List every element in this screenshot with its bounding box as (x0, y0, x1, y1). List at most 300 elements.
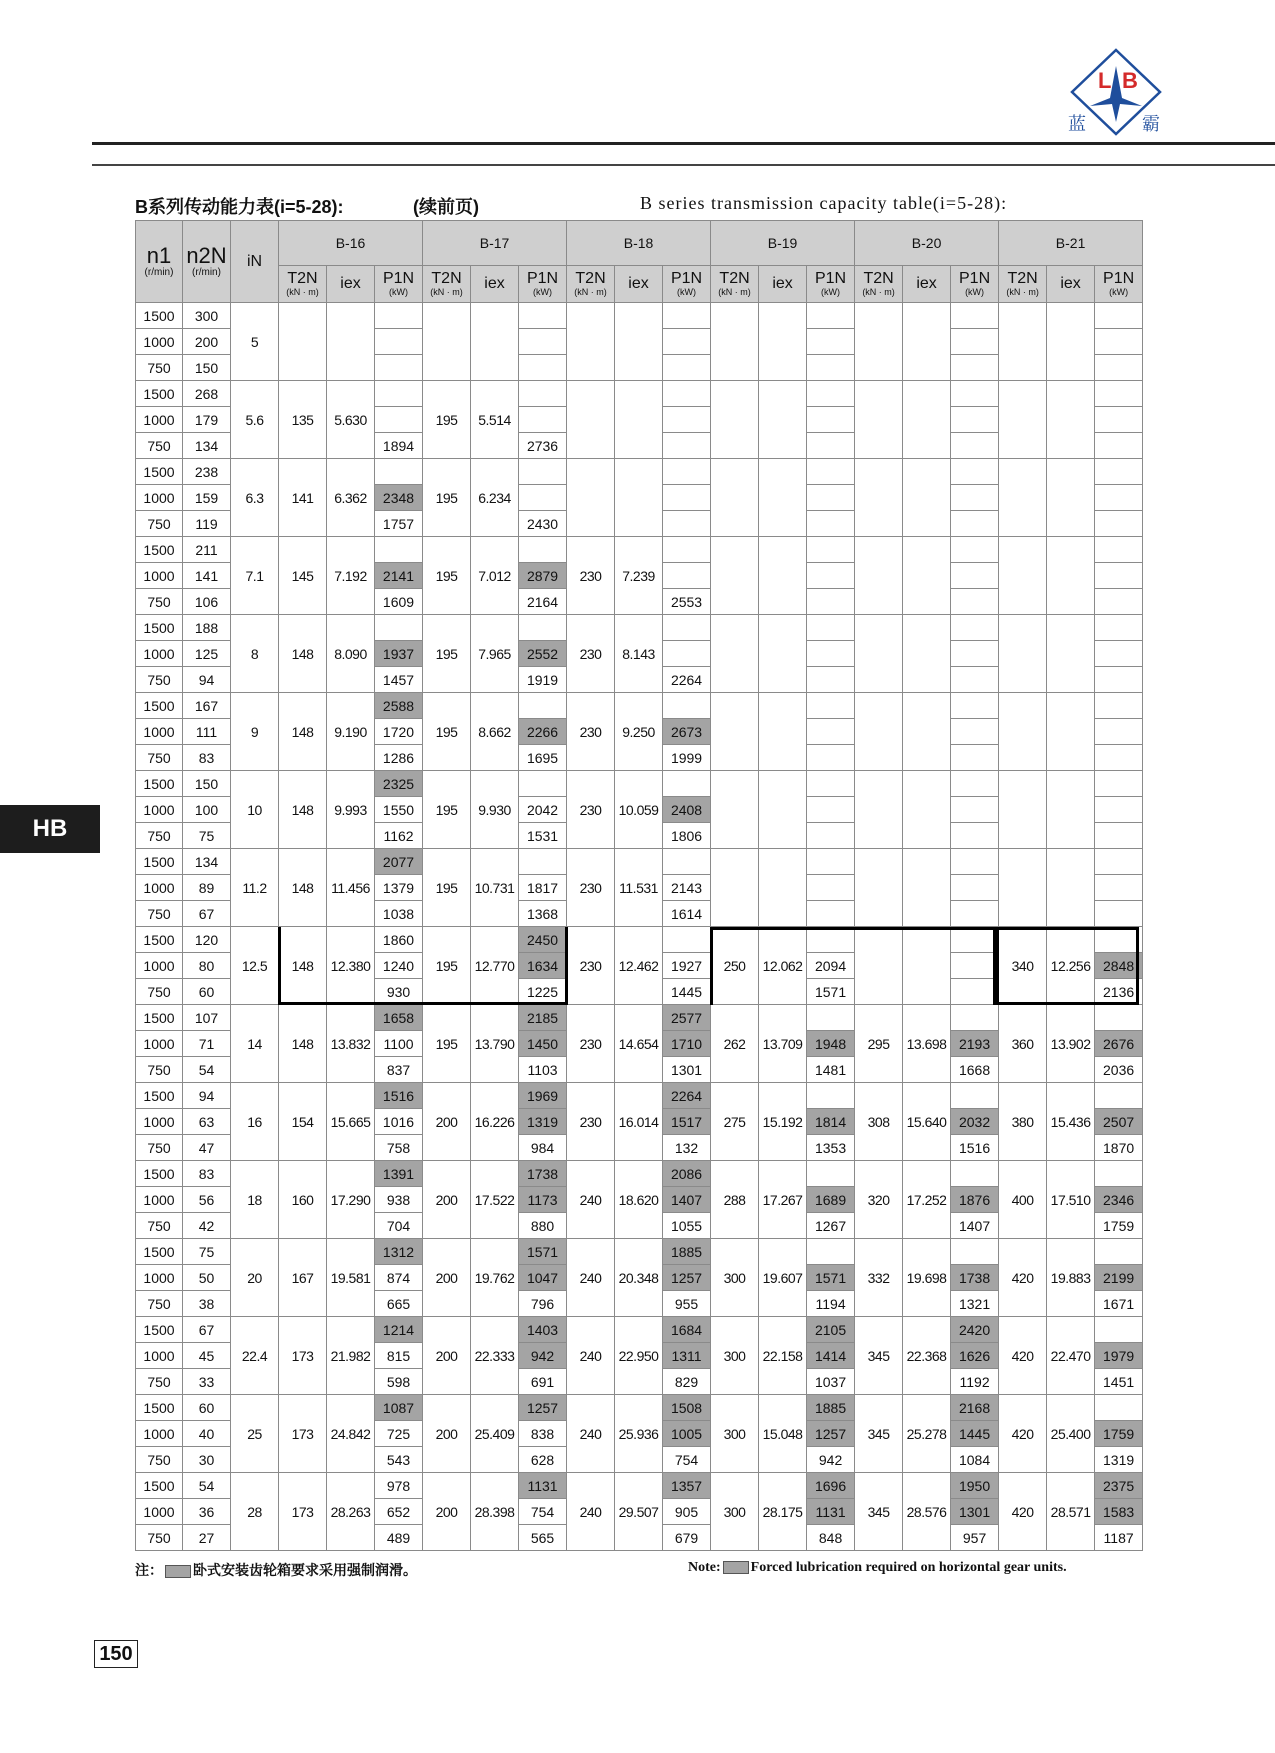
cell-p1n (1095, 641, 1143, 667)
cell-p1n (1095, 1161, 1143, 1187)
cell-iex: 13.902 (1047, 1005, 1095, 1083)
cell-p1n: 2325 (375, 771, 423, 797)
cell-iex: 25.409 (471, 1395, 519, 1473)
cell-p1n: 2375 (1095, 1473, 1143, 1499)
cell-p1n (1095, 823, 1143, 849)
cell-in: 7.1 (231, 537, 279, 615)
cell-p1n: 1969 (519, 1083, 567, 1109)
cell-p1n: 978 (375, 1473, 423, 1499)
cell-p1n (375, 537, 423, 563)
cell-iex (903, 771, 951, 849)
cell-n2n: 134 (183, 849, 231, 875)
cell-t2n (711, 459, 759, 537)
cell-iex (759, 615, 807, 693)
cell-iex: 21.982 (327, 1317, 375, 1395)
cell-p1n: 679 (663, 1525, 711, 1551)
cell-iex (759, 771, 807, 849)
cell-iex: 22.950 (615, 1317, 663, 1395)
cell-in: 14 (231, 1005, 279, 1083)
cell-p1n: 942 (519, 1343, 567, 1369)
cell-p1n (951, 1161, 999, 1187)
cell-p1n: 1407 (663, 1187, 711, 1213)
cell-iex: 12.380 (327, 927, 375, 1005)
cell-t2n: 195 (423, 615, 471, 693)
cell-p1n: 754 (519, 1499, 567, 1525)
cell-p1n (1095, 459, 1143, 485)
cell-iex: 10.731 (471, 849, 519, 927)
cell-p1n: 1379 (375, 875, 423, 901)
cell-p1n: 1257 (663, 1265, 711, 1291)
title-cn: B系列传动能力表(i=5-28): (135, 197, 344, 217)
cell-t2n (711, 771, 759, 849)
cell-n1: 1500 (136, 771, 183, 797)
cell-n1: 1500 (136, 1395, 183, 1421)
cell-iex: 5.514 (471, 381, 519, 459)
cell-p1n (1095, 563, 1143, 589)
cell-t2n: 345 (855, 1473, 903, 1551)
cell-n2n: 45 (183, 1343, 231, 1369)
cell-t2n: 240 (567, 1473, 615, 1551)
header-p1n: P1N (kW) (663, 266, 711, 303)
cell-p1n (1095, 719, 1143, 745)
cell-p1n (663, 849, 711, 875)
cell-n1: 1000 (136, 485, 183, 511)
cell-n1: 750 (136, 667, 183, 693)
cell-iex: 28.175 (759, 1473, 807, 1551)
cell-p1n: 1671 (1095, 1291, 1143, 1317)
cell-p1n (519, 615, 567, 641)
header-rule-bottom (92, 164, 1275, 166)
cell-n2n: 47 (183, 1135, 231, 1161)
cell-t2n (999, 459, 1047, 537)
cell-iex: 16.014 (615, 1083, 663, 1161)
cell-p1n (951, 1239, 999, 1265)
cell-p1n (1095, 667, 1143, 693)
cell-p1n: 2736 (519, 433, 567, 459)
cell-p1n (375, 407, 423, 433)
cell-in: 16 (231, 1083, 279, 1161)
cell-p1n (663, 771, 711, 797)
cell-p1n (951, 797, 999, 823)
cell-t2n: 195 (423, 693, 471, 771)
cell-iex: 25.278 (903, 1395, 951, 1473)
cell-p1n (519, 355, 567, 381)
cell-n1: 750 (136, 1057, 183, 1083)
cell-p1n: 2077 (375, 849, 423, 875)
cell-p1n: 565 (519, 1525, 567, 1551)
cell-iex (1047, 849, 1095, 927)
cell-t2n: 195 (423, 771, 471, 849)
cell-n2n: 38 (183, 1291, 231, 1317)
table-row (136, 459, 1143, 485)
header-t2n: T2N (kN · m) (279, 266, 327, 303)
cell-p1n: 1038 (375, 901, 423, 927)
cell-n1: 1500 (136, 1239, 183, 1265)
cell-p1n: 2105 (807, 1317, 855, 1343)
cell-iex: 28.398 (471, 1473, 519, 1551)
cell-t2n (711, 303, 759, 381)
cell-p1n: 1445 (951, 1421, 999, 1447)
logo-letter-l: L (1098, 68, 1112, 93)
cell-p1n: 1321 (951, 1291, 999, 1317)
cell-p1n: 1814 (807, 1109, 855, 1135)
cell-p1n: 1710 (663, 1031, 711, 1057)
cell-t2n: 195 (423, 381, 471, 459)
cell-n2n: 300 (183, 303, 231, 329)
cell-iex: 15.665 (327, 1083, 375, 1161)
cell-iex: 9.993 (327, 771, 375, 849)
cell-iex: 19.762 (471, 1239, 519, 1317)
cell-n1: 1000 (136, 641, 183, 667)
cell-iex: 22.333 (471, 1317, 519, 1395)
cell-t2n: 160 (279, 1161, 327, 1239)
cell-n2n: 67 (183, 1317, 231, 1343)
cell-p1n (663, 927, 711, 953)
cell-t2n: 230 (567, 615, 615, 693)
highlight-box-b21 (996, 927, 1139, 1005)
cell-p1n: 1550 (375, 797, 423, 823)
cell-n2n: 125 (183, 641, 231, 667)
cell-p1n: 1870 (1095, 1135, 1143, 1161)
cell-p1n: 848 (807, 1525, 855, 1551)
cell-n2n: 56 (183, 1187, 231, 1213)
cell-p1n (951, 303, 999, 329)
cell-t2n: 420 (999, 1473, 1047, 1551)
cell-p1n (951, 329, 999, 355)
cell-p1n: 754 (663, 1447, 711, 1473)
cell-t2n (279, 303, 327, 381)
cell-n1: 1500 (136, 1005, 183, 1031)
header-t2n: T2N (kN · m) (711, 266, 759, 303)
cell-n2n: 83 (183, 1161, 231, 1187)
cell-p1n (951, 667, 999, 693)
cell-t2n: 262 (711, 1005, 759, 1083)
title-en: B series transmission capacity table(i=5-28): (640, 193, 1008, 213)
cell-n1: 1000 (136, 1343, 183, 1369)
cell-p1n (519, 849, 567, 875)
cell-n1: 750 (136, 1213, 183, 1239)
cell-p1n: 2348 (375, 485, 423, 511)
cell-p1n (663, 329, 711, 355)
cell-p1n: 838 (519, 1421, 567, 1447)
cell-p1n: 1225 (519, 979, 567, 1005)
cell-iex: 12.770 (471, 927, 519, 1005)
cell-iex: 9.250 (615, 693, 663, 771)
cell-in: 28 (231, 1473, 279, 1551)
cell-p1n: 628 (519, 1447, 567, 1473)
cell-t2n: 200 (423, 1161, 471, 1239)
cell-iex (759, 303, 807, 381)
cell-p1n (807, 407, 855, 433)
cell-n2n: 54 (183, 1473, 231, 1499)
header-in: iN (231, 221, 279, 303)
cell-p1n (1095, 407, 1143, 433)
cell-n1: 1500 (136, 1473, 183, 1499)
cell-iex: 9.930 (471, 771, 519, 849)
cell-p1n: 1481 (807, 1057, 855, 1083)
cell-t2n: 400 (999, 1161, 1047, 1239)
cell-n2n: 159 (183, 485, 231, 511)
cell-n2n: 33 (183, 1369, 231, 1395)
cell-iex (1047, 381, 1095, 459)
cell-t2n: 148 (279, 927, 327, 1005)
cell-p1n: 1885 (663, 1239, 711, 1265)
cell-iex: 15.048 (759, 1395, 807, 1473)
cell-p1n (1095, 849, 1143, 875)
cell-t2n (855, 381, 903, 459)
cell-p1n: 942 (807, 1447, 855, 1473)
cell-t2n: 288 (711, 1161, 759, 1239)
cell-p1n: 2164 (519, 589, 567, 615)
cell-n1: 1500 (136, 927, 183, 953)
cell-iex: 13.832 (327, 1005, 375, 1083)
cell-p1n: 1684 (663, 1317, 711, 1343)
cell-n2n: 54 (183, 1057, 231, 1083)
cell-iex: 28.571 (1047, 1473, 1095, 1551)
cell-t2n: 148 (279, 1005, 327, 1083)
cell-n2n: 200 (183, 329, 231, 355)
cell-p1n (1095, 901, 1143, 927)
cell-p1n: 1583 (1095, 1499, 1143, 1525)
cell-p1n (663, 381, 711, 407)
header-iex: iex (759, 266, 807, 303)
cell-iex: 22.158 (759, 1317, 807, 1395)
cell-n2n: 150 (183, 355, 231, 381)
cell-p1n: 652 (375, 1499, 423, 1525)
cell-p1n: 132 (663, 1135, 711, 1161)
cell-p1n (951, 1005, 999, 1031)
cell-p1n (807, 433, 855, 459)
cell-n2n: 106 (183, 589, 231, 615)
cell-p1n: 837 (375, 1057, 423, 1083)
cell-n2n: 42 (183, 1213, 231, 1239)
cell-p1n (663, 537, 711, 563)
cell-t2n: 345 (855, 1395, 903, 1473)
cell-p1n: 2450 (519, 927, 567, 953)
cell-p1n: 2879 (519, 563, 567, 589)
cell-p1n: 1999 (663, 745, 711, 771)
cell-n2n: 141 (183, 563, 231, 589)
cell-t2n: 135 (279, 381, 327, 459)
cell-p1n: 1173 (519, 1187, 567, 1213)
cell-p1n: 704 (375, 1213, 423, 1239)
cell-p1n: 984 (519, 1135, 567, 1161)
cell-p1n: 1516 (951, 1135, 999, 1161)
cell-p1n (1095, 1395, 1143, 1421)
cell-t2n (567, 459, 615, 537)
cell-n1: 1500 (136, 1083, 183, 1109)
cell-in: 9 (231, 693, 279, 771)
cell-p1n: 2193 (951, 1031, 999, 1057)
cell-t2n: 141 (279, 459, 327, 537)
cell-t2n: 230 (567, 1083, 615, 1161)
cell-n1: 750 (136, 511, 183, 537)
cell-iex: 17.290 (327, 1161, 375, 1239)
cell-p1n: 2168 (951, 1395, 999, 1421)
cell-p1n: 2185 (519, 1005, 567, 1031)
cell-n1: 750 (136, 1291, 183, 1317)
cell-p1n: 1609 (375, 589, 423, 615)
cell-t2n: 230 (567, 1005, 615, 1083)
cell-t2n: 360 (999, 1005, 1047, 1083)
cell-iex (615, 459, 663, 537)
cell-t2n: 230 (567, 771, 615, 849)
cell-p1n: 1187 (1095, 1525, 1143, 1551)
cell-n2n: 107 (183, 1005, 231, 1031)
cell-iex: 19.607 (759, 1239, 807, 1317)
header-p1n: P1N (kW) (807, 266, 855, 303)
cell-p1n (1095, 381, 1143, 407)
cell-t2n: 420 (999, 1317, 1047, 1395)
cell-p1n: 2141 (375, 563, 423, 589)
cell-p1n (1095, 797, 1143, 823)
cell-n1: 1000 (136, 329, 183, 355)
cell-n2n: 268 (183, 381, 231, 407)
cell-p1n (807, 797, 855, 823)
cell-p1n (807, 1239, 855, 1265)
cell-p1n (951, 693, 999, 719)
cell-n2n: 134 (183, 433, 231, 459)
cell-p1n: 1696 (807, 1473, 855, 1499)
cell-p1n: 1005 (663, 1421, 711, 1447)
cell-p1n: 2086 (663, 1161, 711, 1187)
cell-p1n (375, 459, 423, 485)
cell-p1n: 2588 (375, 693, 423, 719)
cell-p1n (807, 667, 855, 693)
cell-iex: 13.709 (759, 1005, 807, 1083)
cell-p1n: 1131 (807, 1499, 855, 1525)
cell-iex: 7.012 (471, 537, 519, 615)
cell-iex: 15.640 (903, 1083, 951, 1161)
cell-n1: 1000 (136, 1109, 183, 1135)
cell-in: 20 (231, 1239, 279, 1317)
cell-n1: 1000 (136, 1031, 183, 1057)
cell-p1n (1095, 589, 1143, 615)
header-model-b18: B-18 (567, 221, 711, 266)
cell-iex (759, 459, 807, 537)
cell-p1n: 2042 (519, 797, 567, 823)
cell-p1n (1095, 329, 1143, 355)
cell-p1n (951, 537, 999, 563)
cell-t2n (855, 693, 903, 771)
header-model-b21: B-21 (999, 221, 1143, 266)
cell-p1n: 1614 (663, 901, 711, 927)
cell-iex: 12.462 (615, 927, 663, 1005)
header-model-b20: B-20 (855, 221, 999, 266)
cell-t2n (711, 537, 759, 615)
cell-p1n (951, 823, 999, 849)
cell-p1n: 796 (519, 1291, 567, 1317)
cell-p1n (807, 459, 855, 485)
cell-iex: 7.239 (615, 537, 663, 615)
cell-t2n (711, 849, 759, 927)
cell-t2n (855, 459, 903, 537)
cell-p1n: 2032 (951, 1109, 999, 1135)
cell-t2n (855, 615, 903, 693)
cell-t2n: 200 (423, 1083, 471, 1161)
cell-p1n: 938 (375, 1187, 423, 1213)
cell-t2n: 230 (567, 927, 615, 1005)
cell-t2n: 295 (855, 1005, 903, 1083)
cell-n1: 1500 (136, 1161, 183, 1187)
cell-p1n (1095, 355, 1143, 381)
cell-t2n: 230 (567, 849, 615, 927)
cell-p1n: 955 (663, 1291, 711, 1317)
cell-p1n (951, 771, 999, 797)
cell-t2n: 230 (567, 693, 615, 771)
cell-p1n: 1257 (807, 1421, 855, 1447)
cell-n1: 750 (136, 355, 183, 381)
cell-n2n: 30 (183, 1447, 231, 1473)
header-p1n: P1N (kW) (1095, 266, 1143, 303)
cell-n2n: 75 (183, 1239, 231, 1265)
cell-p1n (807, 355, 855, 381)
cell-p1n: 1087 (375, 1395, 423, 1421)
cell-p1n: 1634 (519, 953, 567, 979)
table-row (136, 1395, 1143, 1421)
cell-iex: 16.226 (471, 1083, 519, 1161)
cell-p1n: 691 (519, 1369, 567, 1395)
lanba-logo (1068, 46, 1164, 142)
cell-p1n (951, 745, 999, 771)
cell-t2n: 320 (855, 1161, 903, 1239)
cell-p1n: 1950 (951, 1473, 999, 1499)
cell-n1: 1000 (136, 797, 183, 823)
cell-p1n: 1757 (375, 511, 423, 537)
cell-iex: 14.654 (615, 1005, 663, 1083)
cell-t2n: 240 (567, 1317, 615, 1395)
cell-p1n (951, 407, 999, 433)
cell-n1: 750 (136, 1135, 183, 1161)
cell-t2n: 200 (423, 1473, 471, 1551)
cell-p1n: 1312 (375, 1239, 423, 1265)
transmission-capacity-table (135, 220, 1143, 1551)
cell-iex (1047, 537, 1095, 615)
cell-iex: 9.190 (327, 693, 375, 771)
cell-iex: 17.252 (903, 1161, 951, 1239)
header-model-b16: B-16 (279, 221, 423, 266)
cell-t2n: 167 (279, 1239, 327, 1317)
cell-t2n: 308 (855, 1083, 903, 1161)
cell-iex: 8.662 (471, 693, 519, 771)
cell-n1: 750 (136, 1525, 183, 1551)
cell-p1n: 1571 (519, 1239, 567, 1265)
header-n1: n1 (r/min) (136, 221, 183, 303)
cell-p1n (807, 615, 855, 641)
header-model-b19: B-19 (711, 221, 855, 266)
cell-t2n (999, 693, 1047, 771)
cell-p1n: 1658 (375, 1005, 423, 1031)
cell-t2n: 195 (423, 459, 471, 537)
cell-in: 10 (231, 771, 279, 849)
cell-t2n: 420 (999, 1239, 1047, 1317)
cell-iex: 19.883 (1047, 1239, 1095, 1317)
cell-t2n (711, 381, 759, 459)
cell-p1n: 1876 (951, 1187, 999, 1213)
cell-p1n (807, 589, 855, 615)
cell-t2n: 345 (855, 1317, 903, 1395)
cell-p1n (375, 355, 423, 381)
cell-p1n (1095, 1239, 1143, 1265)
cell-n2n: 75 (183, 823, 231, 849)
cell-n1: 1500 (136, 537, 183, 563)
note-cn: 注： 卧式安装齿轮箱要求采用强制润滑。 (135, 1562, 417, 1578)
cell-p1n (951, 901, 999, 927)
cell-t2n (999, 771, 1047, 849)
cell-iex: 25.936 (615, 1395, 663, 1473)
cell-n2n: 27 (183, 1525, 231, 1551)
cell-t2n: 195 (423, 849, 471, 927)
